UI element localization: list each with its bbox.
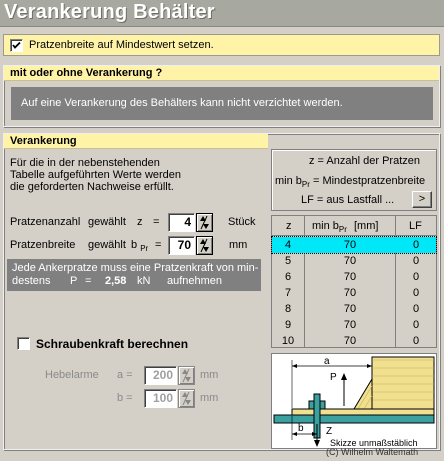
legend-b-line [275, 175, 425, 189]
legend-b-sub: Pr [301, 180, 310, 190]
force-note-symbol: P [70, 275, 78, 287]
force-note-line2-start: destens [12, 275, 51, 287]
force-note-equals: = [85, 275, 92, 287]
lever-a-input[interactable]: 200 [144, 366, 177, 385]
lever-label: Hebelarme [45, 369, 99, 381]
table-row[interactable] [272, 285, 436, 301]
cell-min-width: 70 [343, 319, 357, 331]
table-header-minb-sub: Pr [338, 225, 347, 235]
title-bar [0, 0, 444, 27]
table-header-minb [312, 220, 378, 234]
sketch-label-a: a [324, 356, 330, 367]
width-choice: gewählt [88, 239, 126, 251]
anchor-option-header-text: mit oder ohne Verankerung ? [10, 67, 163, 79]
table-header-lf: LF [409, 220, 422, 232]
force-note-value: 2,58 [105, 275, 127, 287]
anchor-sketch-drawing [272, 354, 436, 448]
width-symbol-sub: Pr [140, 244, 149, 254]
cell-lf: 0 [412, 239, 420, 251]
table-row[interactable] [272, 317, 436, 333]
lever-a-unit: mm [200, 369, 219, 381]
legend-z-line: z = Anzahl der Pratzen [309, 155, 420, 167]
page-title: Verankerung Behälter [4, 1, 215, 23]
cell-lf: 0 [412, 287, 420, 299]
table-header [272, 216, 436, 236]
lf-more-button[interactable] [412, 191, 432, 208]
sketch-caption: Skizze unmaßstäblich [330, 438, 418, 448]
width-table [271, 215, 437, 348]
sketch-label-P: P [330, 372, 337, 383]
cell-z: 9 [284, 319, 292, 331]
force-note-box [7, 259, 261, 291]
spin-arrows-icon [197, 237, 212, 254]
min-width-checkbox[interactable] [10, 39, 23, 52]
min-width-checkbox-label: Pratzenbreite auf Mindestwert setzen. [29, 39, 214, 51]
lever-a-label: a = [117, 369, 133, 381]
legend-panel [271, 149, 437, 211]
count-label: Pratzenanzahl [10, 216, 81, 228]
table-row[interactable] [272, 253, 436, 269]
width-symbol [131, 239, 148, 253]
cell-min-width: 70 [343, 239, 357, 251]
anchor-sketch [271, 353, 437, 449]
count-unit: Stück [228, 216, 256, 228]
cell-z: 10 [281, 335, 295, 347]
min-width-checkbox-row[interactable] [3, 34, 440, 56]
width-unit: mm [229, 239, 248, 251]
count-symbol: z [137, 216, 143, 228]
cell-min-width: 70 [343, 303, 357, 315]
count-choice: gewählt [88, 216, 126, 228]
checkmark-icon [11, 40, 22, 51]
cell-lf: 0 [412, 335, 420, 347]
width-symbol-b: b [131, 239, 138, 251]
cell-lf: 0 [412, 319, 420, 331]
verankerung-header [4, 134, 268, 149]
anchor-option-header [4, 66, 439, 81]
table-row[interactable] [272, 333, 436, 349]
spin-arrows-icon [179, 390, 194, 407]
cell-z: 4 [284, 239, 292, 251]
cell-min-width: 70 [343, 287, 357, 299]
table-row[interactable] [272, 301, 436, 317]
screw-force-checkbox[interactable] [17, 337, 30, 350]
legend-b-post: = Mindestpratzenbreite [309, 175, 426, 187]
width-label: Pratzenbreite [10, 239, 76, 251]
force-note-line1: Jede Ankerpratze muss eine Pratzenkraft von min- [12, 262, 259, 274]
width-input[interactable]: 70 [168, 236, 195, 255]
cell-z: 8 [284, 303, 292, 315]
lever-b-unit: mm [200, 392, 219, 404]
cell-min-width: 70 [343, 335, 357, 347]
count-equals: = [153, 216, 160, 228]
lever-b-input[interactable]: 100 [144, 389, 177, 408]
lever-b-label: b = [117, 392, 133, 404]
count-spinner[interactable] [196, 213, 213, 232]
cell-z: 7 [284, 287, 292, 299]
cell-z: 5 [284, 255, 292, 267]
lever-b-spinner[interactable] [178, 389, 195, 408]
anchor-option-message: Auf eine Verankerung des Behälters kann nicht verzichtet werden. [21, 97, 343, 109]
table-header-minb-text: min b [312, 220, 339, 232]
cell-min-width: 70 [343, 255, 357, 267]
spin-arrows-icon [179, 367, 194, 384]
anchor-option-message-box [11, 87, 433, 120]
verankerung-intro: Für die in der nebenstehenden Tabelle aufgeführten Werte werden die geforderten Nachweise erfüllt. [10, 157, 182, 193]
width-equals: = [155, 239, 162, 251]
anchor-option-group [3, 65, 440, 127]
cell-z: 6 [284, 271, 292, 283]
table-row[interactable] [272, 269, 436, 285]
lf-more-button-label: > [418, 193, 426, 205]
width-spinner[interactable] [196, 236, 213, 255]
legend-lf-line: LF = aus Lastfall ... [301, 194, 395, 206]
sketch-label-b: b [298, 423, 304, 434]
force-note-tail: aufnehmen [167, 275, 223, 287]
legend-b-pre: min b [275, 175, 302, 187]
count-input[interactable]: 4 [168, 213, 195, 232]
copyright: (C) Wilhelm Waltemath [326, 447, 419, 457]
table-row[interactable] [272, 237, 436, 253]
cell-lf: 0 [412, 303, 420, 315]
table-header-z: z [286, 220, 292, 232]
force-note-unit: kN [137, 275, 151, 287]
verankerung-header-text: Verankerung [10, 135, 77, 147]
table-header-mm: [mm] [353, 220, 379, 232]
cell-lf: 0 [412, 255, 420, 267]
screw-force-label: Schraubenkraft berechnen [36, 337, 189, 351]
cell-min-width: 70 [343, 271, 357, 283]
cell-lf: 0 [412, 271, 420, 283]
sketch-label-Z: Z [326, 426, 333, 437]
lever-a-spinner[interactable] [178, 366, 195, 385]
spin-arrows-icon [197, 214, 212, 231]
